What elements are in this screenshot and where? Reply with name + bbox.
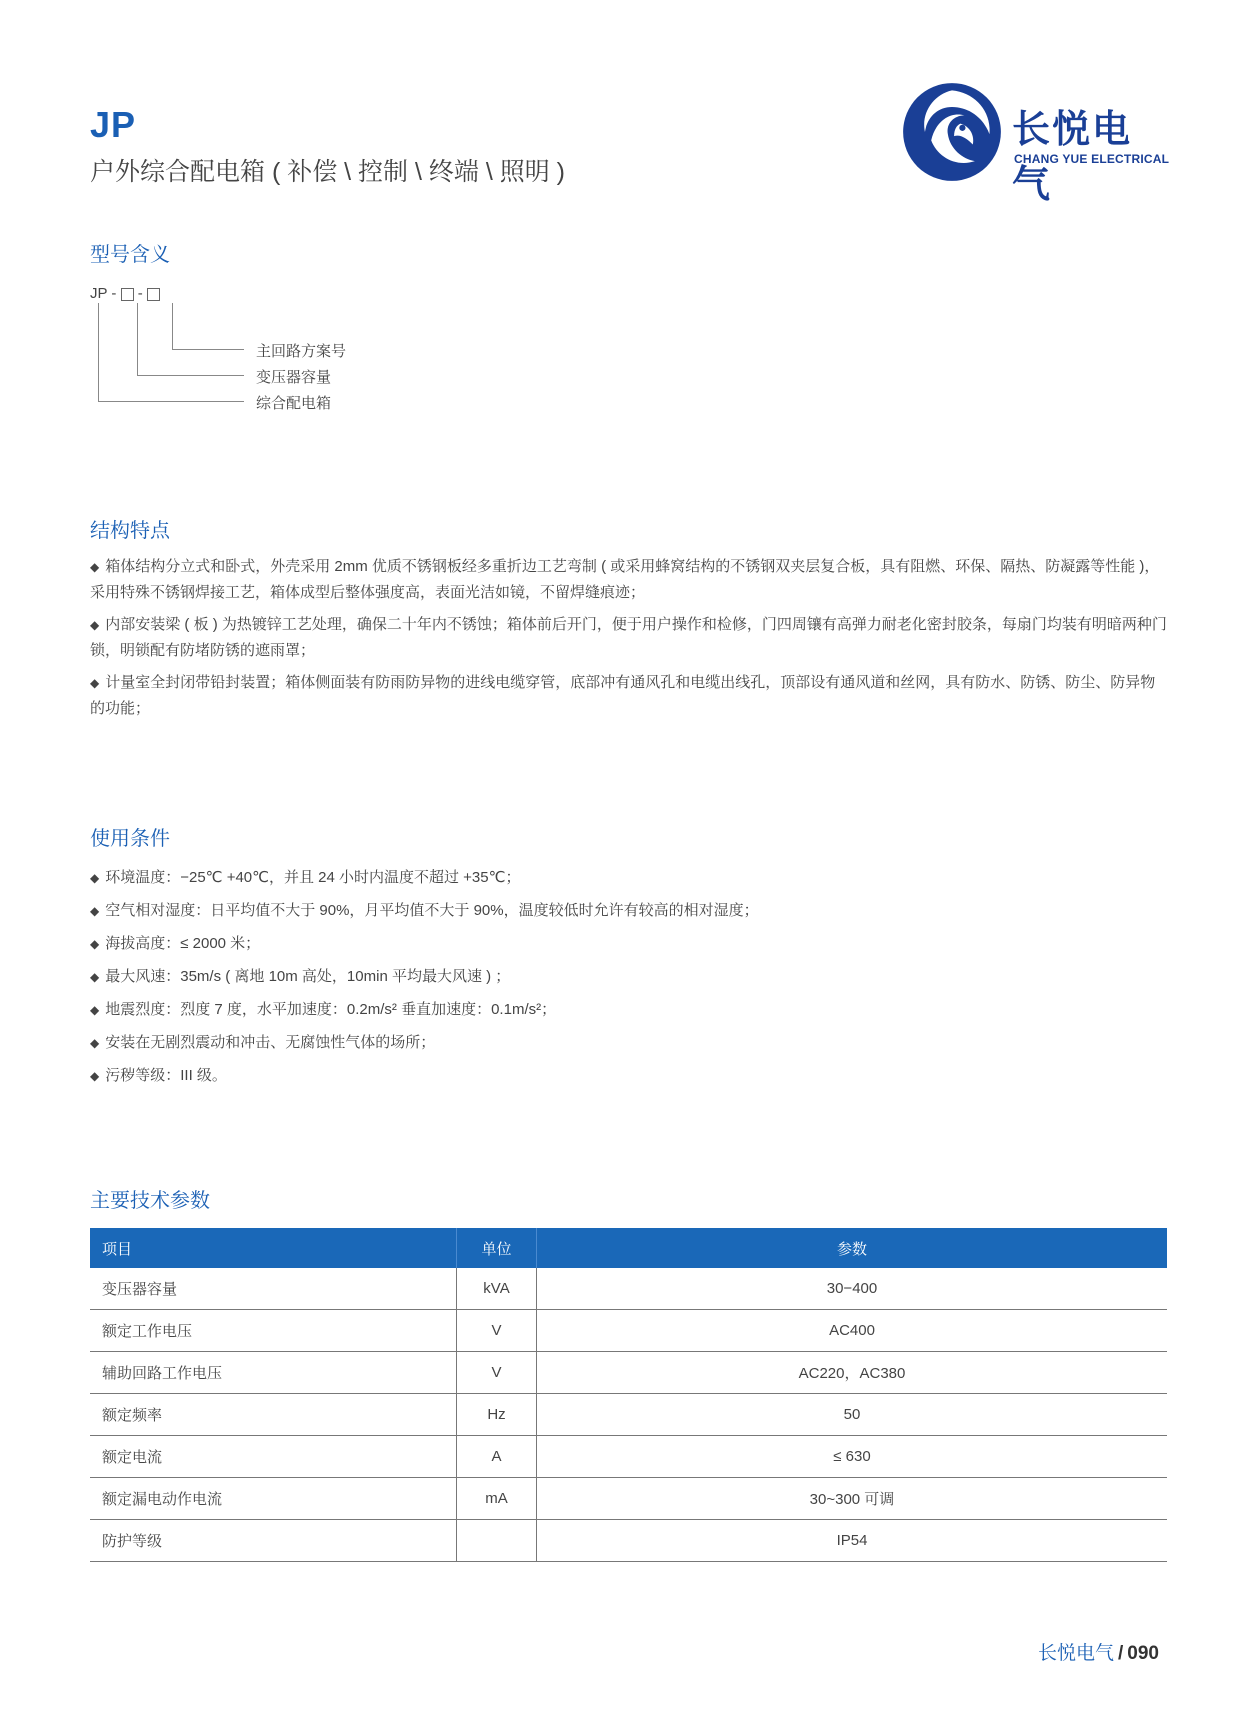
condition-item: ◆ 空气相对湿度：日平均值不大于 90%，月平均值不大于 90%，温度较低时允许有较高的相对湿度； (90, 902, 759, 919)
section-title-features: 结构特点 (90, 520, 170, 542)
section-title-conditions: 使用条件 (90, 828, 170, 850)
table-row (90, 1268, 1167, 1310)
cell-value: ≤ 630 (537, 1436, 1168, 1478)
cell-value: AC400 (537, 1310, 1168, 1352)
diamond-bullet-icon: ◆ (90, 904, 100, 918)
cell-item: 变压器容量 (90, 1268, 457, 1310)
footer-brand: 长悦电气 (1038, 1643, 1115, 1664)
diamond-bullet-icon: ◆ (90, 676, 100, 690)
feature-item: ◆ 内部安装梁 ( 板 ) 为热镀锌工艺处理，确保二十年内不锈蚀；箱体前后开门，便于用户操作和检修，门四周镶有高弹力耐老化密封胶条，每扇门均装有明暗两种门锁，明锁配有防堵防锈的遮雨罩； (90, 616, 1167, 659)
table-row (90, 1310, 1167, 1352)
condition-item: ◆ 安装在无剧烈震动和冲击、无腐蚀性气体的场所； (90, 1034, 436, 1051)
legend-main-circuit: 主回路方案号 (256, 343, 347, 360)
table-row (90, 1520, 1167, 1562)
cell-value: 30~300 可调 (537, 1478, 1168, 1520)
diamond-bullet-icon: ◆ (90, 871, 100, 885)
code-box-capacity (121, 288, 134, 301)
cell-item: 额定漏电动作电流 (90, 1478, 457, 1520)
feature-item: ◆ 箱体结构分立式和卧式，外壳采用 2mm 优质不锈钢板经多重折边工艺弯制 ( 或采用蜂窝结构的不锈钢双夹层复合板，具有阻燃、环保、隔热、防凝露等性能 )，采用特殊不锈钢焊接工艺，箱体成型后整体强度高，表面光洁如镜，不留焊缝痕迹； (90, 558, 1160, 601)
condition-item: ◆ 环境温度：−25℃ +40℃，并且 24 小时内温度不超过 +35℃； (90, 869, 521, 886)
cell-unit: Hz (457, 1394, 537, 1436)
product-subtitle: 户外综合配电箱 ( 补偿 \ 控制 \ 终端 \ 照明 ) (90, 158, 566, 186)
page-number: 090 (1127, 1643, 1159, 1664)
condition-item: ◆ 污秽等级：III 级。 (90, 1067, 227, 1084)
diamond-bullet-icon: ◆ (90, 1003, 100, 1017)
cell-unit: mA (457, 1478, 537, 1520)
logo-english-name: CHANG YUE ELECTRICAL (1014, 152, 1170, 166)
header-item: 项目 (90, 1228, 457, 1268)
model-code (90, 285, 160, 302)
code-dash: - (137, 285, 143, 302)
company-logo (900, 84, 1170, 206)
diamond-bullet-icon: ◆ (90, 970, 100, 984)
table-row (90, 1394, 1167, 1436)
header-unit: 单位 (457, 1228, 537, 1268)
params-table (90, 1228, 1167, 1562)
product-model: JP (90, 104, 137, 145)
diamond-bullet-icon: ◆ (90, 618, 100, 632)
condition-item: ◆ 海拔高度：≤ 2000 米； (90, 935, 261, 952)
table-row (90, 1352, 1167, 1394)
header-value: 参数 (537, 1228, 1168, 1268)
footer-separator: / (1118, 1643, 1124, 1664)
diamond-bullet-icon: ◆ (90, 1069, 100, 1083)
cell-unit: V (457, 1352, 537, 1394)
code-prefix: JP - (90, 285, 117, 302)
cell-unit (457, 1520, 537, 1562)
cell-item: 额定工作电压 (90, 1310, 457, 1352)
cell-value: 50 (537, 1394, 1168, 1436)
eagle-emblem-icon (900, 80, 1004, 184)
feature-item: ◆ 计量室全封闭带铅封装置；箱体侧面装有防雨防异物的进线电缆穿管，底部冲有通风孔和电缆出线孔，顶部设有通风道和丝网，具有防水、防锈、防尘、防异物的功能； (90, 674, 1156, 717)
section-title-params: 主要技术参数 (90, 1190, 210, 1212)
diamond-bullet-icon: ◆ (90, 937, 100, 951)
cell-unit: A (457, 1436, 537, 1478)
cell-item: 额定电流 (90, 1436, 457, 1478)
cell-value: IP54 (537, 1520, 1168, 1562)
diamond-bullet-icon: ◆ (90, 560, 100, 574)
cell-item: 辅助回路工作电压 (90, 1352, 457, 1394)
legend-distribution-box: 综合配电箱 (256, 395, 332, 412)
section-title-model-meaning: 型号含义 (90, 244, 170, 266)
legend-transformer-capacity: 变压器容量 (256, 369, 332, 386)
cell-item: 防护等级 (90, 1520, 457, 1562)
cell-unit: V (457, 1310, 537, 1352)
logo-chinese-name: 长悦电气 (1012, 107, 1133, 206)
diamond-bullet-icon: ◆ (90, 1036, 100, 1050)
code-box-scheme (147, 288, 160, 301)
cell-unit: kVA (457, 1268, 537, 1310)
cell-item: 额定频率 (90, 1394, 457, 1436)
page-footer (1038, 1638, 1159, 1665)
table-row (90, 1478, 1167, 1520)
table-header-row (90, 1228, 1167, 1268)
table-row (90, 1436, 1167, 1478)
condition-item: ◆ 地震烈度：烈度 7 度，水平加速度：0.2m/s² 垂直加速度：0.1m/s²； (90, 1001, 557, 1018)
cell-value: AC220，AC380 (537, 1352, 1168, 1394)
condition-item: ◆ 最大风速：35m/s ( 离地 10m 高处，10min 平均最大风速 ) ； (90, 968, 511, 985)
cell-value: 30−400 (537, 1268, 1168, 1310)
